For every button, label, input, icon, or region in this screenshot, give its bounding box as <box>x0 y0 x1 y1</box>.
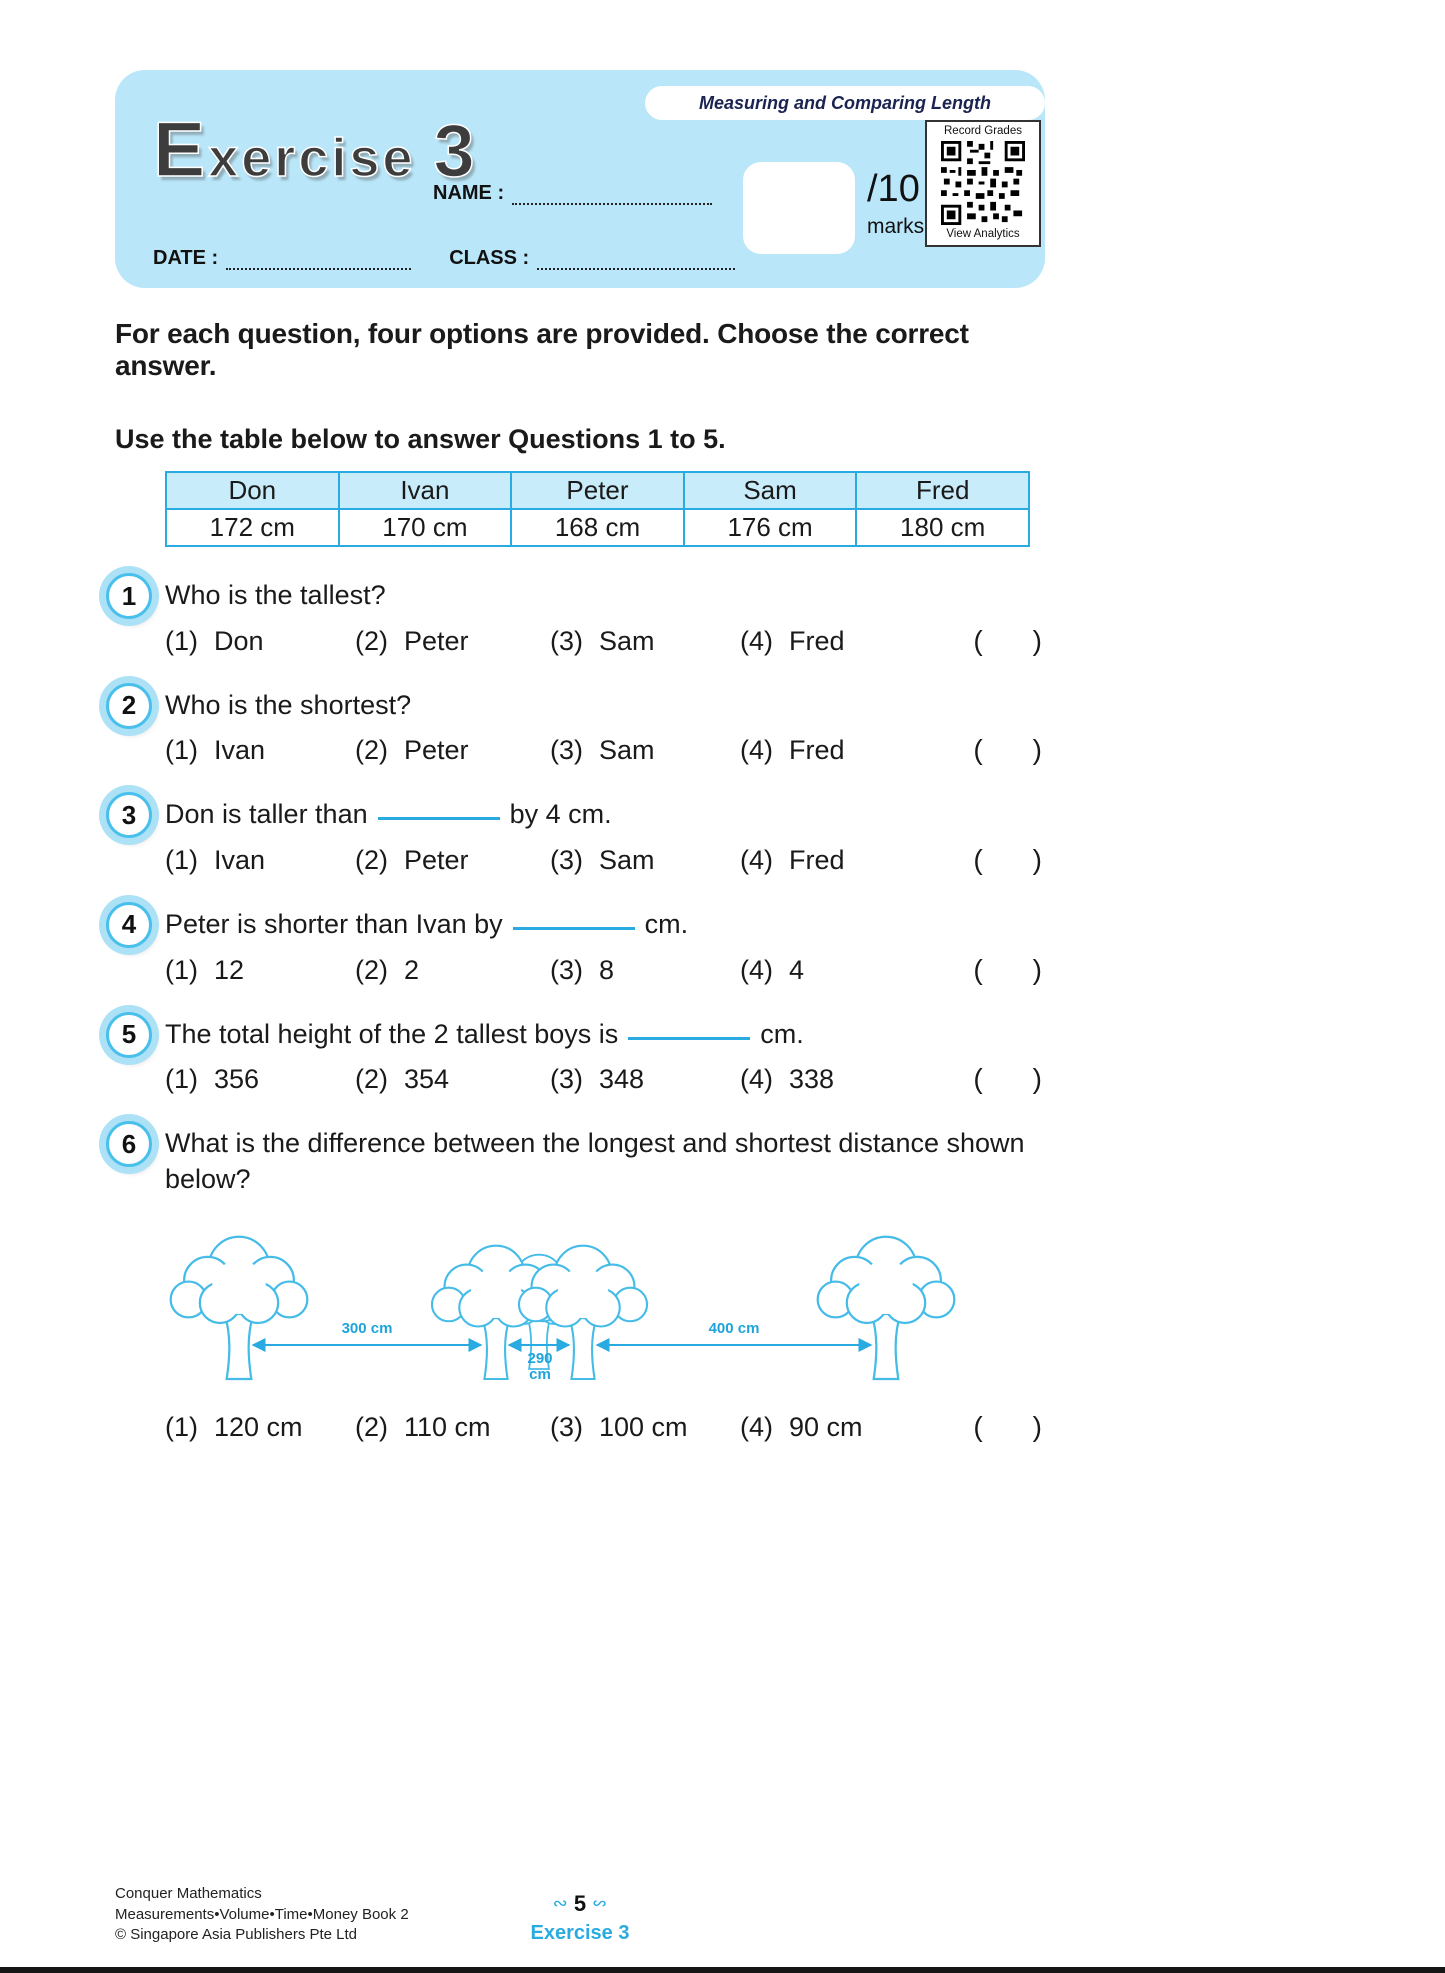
qr-code-icon <box>941 141 1025 225</box>
marks-label: marks <box>867 215 925 238</box>
question-text <box>165 790 1042 833</box>
name-write-line[interactable] <box>512 185 712 205</box>
answer-blank[interactable] <box>378 817 500 820</box>
imprint-line: Measurements•Volume•Time•Money Book 2 <box>115 1905 409 1923</box>
option-3[interactable]: (3) 8 <box>550 954 615 985</box>
answer-bracket[interactable]: ( ) <box>973 1411 1042 1443</box>
answer-bracket[interactable]: ( ) <box>973 1063 1042 1095</box>
ornament-icon: ∾ <box>592 1893 608 1913</box>
option-2[interactable]: (2) Peter <box>355 844 469 875</box>
question-text <box>165 681 1042 724</box>
table-header-cell: Sam <box>684 472 857 509</box>
date-label: DATE : <box>153 247 219 269</box>
qr-record-grades-label: Record Grades <box>944 125 1022 137</box>
name-field-row <box>433 182 712 205</box>
table-value-cell: 176 cm <box>684 509 857 546</box>
answer-blank[interactable] <box>513 927 635 930</box>
question-text-segment: by 4 cm. <box>509 799 612 830</box>
question-text-segment: Who is the shortest? <box>165 689 412 720</box>
option-4[interactable]: (4) 338 <box>740 1064 835 1095</box>
options-row <box>165 1411 1042 1443</box>
table-value-row <box>166 509 1029 546</box>
question-6 <box>100 1119 1045 1443</box>
exercise-title-number: 3 <box>433 109 478 192</box>
page-bottom-edge <box>0 1967 1445 1973</box>
footer-exercise-label: Exercise 3 <box>530 1922 630 1944</box>
question-number-badge: 5 <box>106 1012 152 1058</box>
date-write-line[interactable] <box>226 250 411 270</box>
question-number-badge: 2 <box>106 683 152 729</box>
option-1[interactable]: (1) Ivan <box>165 844 266 875</box>
score-write-box[interactable] <box>743 162 855 254</box>
options-row <box>165 734 1042 766</box>
option-1[interactable]: (1) Don <box>165 625 264 656</box>
distance-label-middle-value: 290 <box>527 1350 553 1368</box>
options-row <box>165 954 1042 986</box>
question-text-segment: What is the difference between the longest and shortest distance shown below? <box>165 1128 1025 1194</box>
exercise-header <box>115 70 1045 288</box>
question-number-badge: 4 <box>106 902 152 948</box>
option-4[interactable]: (4) 90 cm <box>740 1412 863 1443</box>
question-text <box>165 571 1042 614</box>
qr-view-analytics-label: View Analytics <box>946 228 1020 241</box>
question-text-segment: cm. <box>760 1018 804 1049</box>
distance-label-middle-unit: cm <box>529 1366 551 1384</box>
distance-diagram <box>161 1207 1042 1400</box>
options-row <box>165 625 1042 657</box>
question-text <box>165 1010 1042 1053</box>
option-2[interactable]: (2) 354 <box>355 1064 450 1095</box>
question-number-badge: 1 <box>106 573 152 619</box>
date-class-row <box>153 247 735 270</box>
option-1[interactable]: (1) Ivan <box>165 735 266 766</box>
option-4[interactable]: (4) Fred <box>740 625 845 656</box>
option-2[interactable]: (2) 2 <box>355 954 420 985</box>
options-row <box>165 1063 1042 1095</box>
question-text <box>165 900 1042 943</box>
ornament-icon: ∾ <box>552 1893 568 1913</box>
answer-bracket[interactable]: ( ) <box>973 624 1042 656</box>
qr-panel <box>925 120 1041 247</box>
option-2[interactable]: (2) Peter <box>355 625 469 656</box>
table-value-cell: 180 cm <box>856 509 1029 546</box>
options-row <box>165 844 1042 876</box>
exercise-title <box>153 104 478 195</box>
option-1[interactable]: (1) 12 <box>165 954 245 985</box>
answer-blank[interactable] <box>628 1037 750 1040</box>
table-header-cell: Peter <box>511 472 684 509</box>
table-header-row <box>166 472 1029 509</box>
imprint-line: Conquer Mathematics <box>115 1885 262 1903</box>
question-4 <box>100 900 1045 986</box>
table-intro-text: Use the table below to answer Questions 1 to 5. <box>115 424 726 454</box>
question-text <box>165 1119 1042 1197</box>
score-denominator: /10 <box>867 168 920 210</box>
trees-illustration <box>161 1207 1051 1395</box>
exercise-title-word: Exercise <box>153 105 416 193</box>
table-header-cell: Don <box>166 472 339 509</box>
table-value-cell: 172 cm <box>166 509 339 546</box>
name-label: NAME : <box>433 182 505 204</box>
option-3[interactable]: (3) 100 cm <box>550 1412 688 1443</box>
question-2 <box>100 681 1045 767</box>
heights-table <box>165 471 1030 547</box>
question-1 <box>100 571 1045 657</box>
page-footer <box>115 1884 1045 1945</box>
score-area <box>867 168 924 239</box>
class-label: CLASS : <box>449 247 530 269</box>
option-4[interactable]: (4) 4 <box>740 954 805 985</box>
imprint-line: © Singapore Asia Publishers Pte Ltd <box>115 1925 358 1943</box>
distance-label-left: 300 cm <box>341 1320 393 1338</box>
option-4[interactable]: (4) Fred <box>740 844 845 875</box>
option-2[interactable]: (2) 110 cm <box>355 1412 491 1443</box>
question-number-badge: 6 <box>106 1121 152 1167</box>
chapter-tag-label: Measuring and Comparing Length <box>698 92 991 113</box>
question-text-segment: Peter is shorter than Ivan by <box>165 908 503 939</box>
table-header-cell: Ivan <box>339 472 512 509</box>
publisher-imprint <box>115 1884 531 1945</box>
instructions-text: For each question, four options are provided. Choose the correct answer. <box>115 318 969 381</box>
question-3 <box>100 790 1045 876</box>
option-4[interactable]: (4) Fred <box>740 735 845 766</box>
table-value-cell: 168 cm <box>511 509 684 546</box>
page-number: 5 <box>573 1891 587 1916</box>
option-2[interactable]: (2) Peter <box>355 735 469 766</box>
answer-bracket[interactable]: ( ) <box>973 843 1042 875</box>
page-number-block <box>531 1891 630 1945</box>
answer-bracket[interactable]: ( ) <box>973 953 1042 985</box>
question-text-segment: Don is taller than <box>165 799 368 830</box>
answer-bracket[interactable]: ( ) <box>973 734 1042 766</box>
question-number-badge: 3 <box>106 792 152 838</box>
question-text-segment: The total height of the 2 tallest boys is <box>165 1018 619 1049</box>
option-3[interactable]: (3) Sam <box>550 625 655 656</box>
distance-label-right: 400 cm <box>708 1320 760 1338</box>
question-5 <box>100 1010 1045 1096</box>
chapter-tag <box>645 86 1045 120</box>
table-value-cell: 170 cm <box>339 509 512 546</box>
option-3[interactable]: (3) Sam <box>550 844 655 875</box>
question-text-segment: cm. <box>644 908 689 939</box>
option-3[interactable]: (3) Sam <box>550 735 655 766</box>
table-header-cell: Fred <box>856 472 1029 509</box>
option-1[interactable]: (1) 356 <box>165 1064 260 1095</box>
option-1[interactable]: (1) 120 cm <box>165 1412 303 1443</box>
option-3[interactable]: (3) 348 <box>550 1064 645 1095</box>
question-text-segment: Who is the tallest? <box>165 580 386 610</box>
class-write-line[interactable] <box>537 250 735 270</box>
